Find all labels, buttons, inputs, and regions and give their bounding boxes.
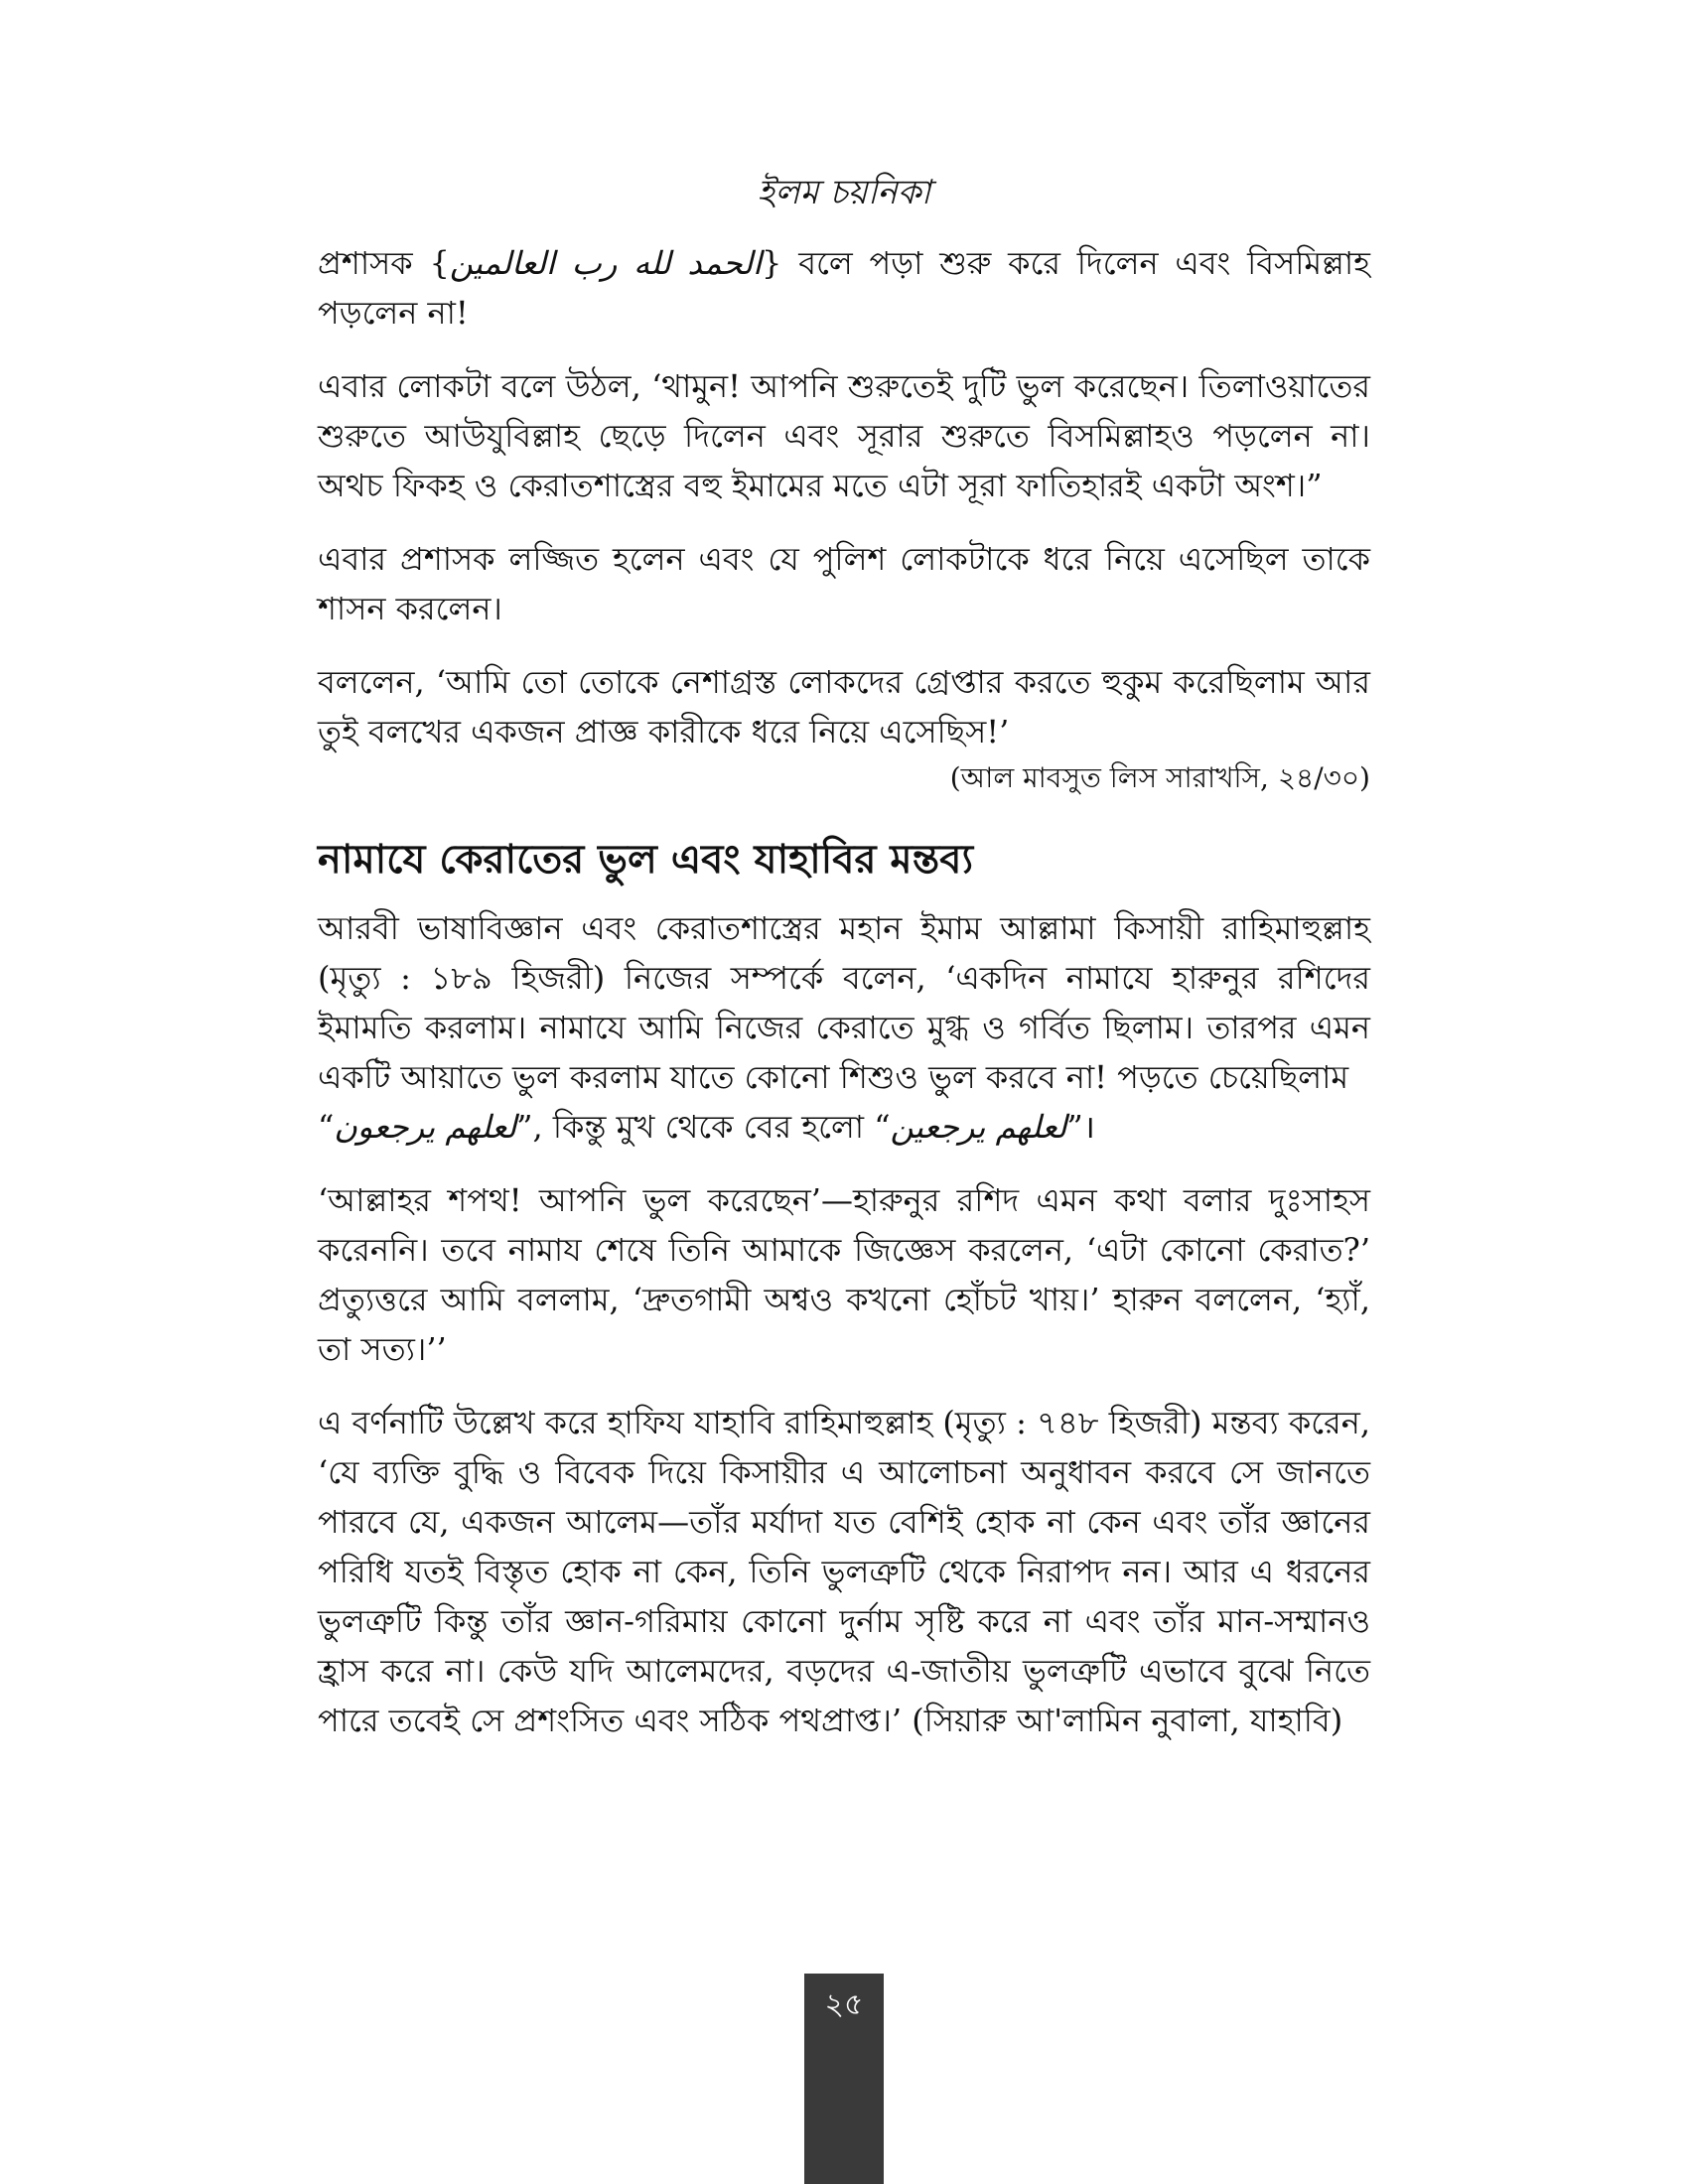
quote-open: “ xyxy=(318,1108,335,1146)
quote-end: ”। xyxy=(1066,1108,1095,1146)
paragraph-1 xyxy=(318,238,1370,338)
page-number: ২৫ xyxy=(824,1987,864,2022)
arabic-phrase-alhamdulillah: الحمد لله رب العالمين xyxy=(449,244,763,282)
paragraph-3: এবার প্রশাসক লজ্জিত হলেন এবং যে পুলিশ লোকটাকে ধরে নিয়ে এসেছিল তাকে শাসন করলেন। xyxy=(318,540,1370,627)
quote-mid: ”, কিন্তু মুখ থেকে বের হলো “ xyxy=(516,1108,891,1146)
section-paragraph-2: ‘আল্লাহর শপথ! আপনি ভুল করেছেন’—হারুনুর রশিদ এমন কথা বলার দুঃসাহস করেননি। তবে নামায শেষে তিনি আমাকে জিজ্ঞেস করলেন, ‘এটা কোনো কেরাত?’ প্রত্যুত্তরে আমি বললাম, ‘দ্রুতগামী অশ্বও কখনো হোঁচট খায়।’ হারুন বললেন, ‘হ্যাঁ, তা সত্য।’’ xyxy=(318,1181,1370,1368)
section-paragraph-3: এ বর্ণনাটি উল্লেখ করে হাফিয যাহাবি রাহিমাহুল্লাহ (মৃত্যু : ৭৪৮ হিজরী) মন্তব্য করেন, ‘যে ব্যক্তি বুদ্ধি ও বিবেক দিয়ে কিসায়ীর এ আলোচনা অনুধাবন করবে সে জানতে পারবে যে, একজন আলেম—তাঁর মর্যাদা যত বেশিই হোক না কেন এবং তাঁর জ্ঞানের পরিধি যতই বিস্তৃত হোক না কেন, তিনি ভুলত্রুটি থেকে নিরাপদ নন। আর এ ধরনের ভুলত্রুটি কিন্তু তাঁর জ্ঞান-গরিমায় কোনো দুর্নাম সৃষ্টি করে না এবং তাঁর মান-সম্মানও হ্রাস করে না। কেউ যদি আলেমদের, বড়দের এ-জাতীয় ভুলত্রুটি এভাবে বুঝে নিতে পারে তবেই সে প্রশংসিত এবং সঠিক পথপ্রাপ্ত।’ (সিয়ারু আ'লামিন নুবালা, যাহাবি) xyxy=(318,1404,1370,1739)
paragraph-2: এবার লোকটা বলে উঠল, ‘থামুন! আপনি শুরুতেই দুটি ভুল করেছেন। তিলাওয়াতের শুরুতে আউযুবিল্লাহ ছেড়ে দিলেন এবং সূরার শুরুতে বিসমিল্লাহও পড়লেন না। অথচ ফিকহ ও কেরাতশাস্ত্রের বহু ইমামের মতে এটা সূরা ফাতিহারই একটা অংশ।” xyxy=(318,367,1370,504)
paragraph-4: বললেন, ‘আমি তো তোকে নেশাগ্রস্ত লোকদের গ্রেপ্তার করতে হুকুম করেছিলাম আর তুই বলখের একজন প্রাজ্ঞ কারীকে ধরে নিয়ে এসেছিস!’ xyxy=(318,663,1370,751)
arabic-phrase-mistaken: لعلهم يرجعين xyxy=(890,1108,1067,1146)
page-number-tab xyxy=(804,1974,884,2184)
arabic-phrase-intended: لعلهم يرجعون xyxy=(334,1108,517,1146)
citation-mabsut: (আল মাবসুত লিস সারাখসি, ২৪/৩০) xyxy=(949,761,1370,794)
section-paragraph-1-quote-line xyxy=(318,1102,1370,1152)
section-heading: নামাযে কেরাতের ভুল এবং যাহাবির মন্তব্য xyxy=(318,837,974,883)
paragraph-1-rest: } বলে পড়া শুরু করে দিলেন এবং বিসমিল্লাহ পড়লেন না! xyxy=(318,244,1370,332)
page-body xyxy=(318,238,1370,1769)
running-header: ইলম চয়নিকা xyxy=(757,173,931,212)
paragraph-1-lead: প্রশাসক { xyxy=(318,244,450,282)
section-paragraph-1: আরবী ভাষাবিজ্ঞান এবং কেরাতশাস্ত্রের মহান ইমাম আল্লামা কিসায়ী রাহিমাহুল্লাহ (মৃত্যু : ১৮৯ হিজরী) নিজের সম্পর্কে বলেন, ‘একদিন নামাযে হারুনুর রশিদের ইমামতি করলাম। নামাযে আমি নিজের কেরাতে মুগ্ধ ও গর্বিত ছিলাম। তারপর এমন একটি আয়াতে ভুল করলাম যাতে কোনো শিশুও ভুল করবে না! পড়তে চেয়েছিলাম xyxy=(318,909,1370,1096)
